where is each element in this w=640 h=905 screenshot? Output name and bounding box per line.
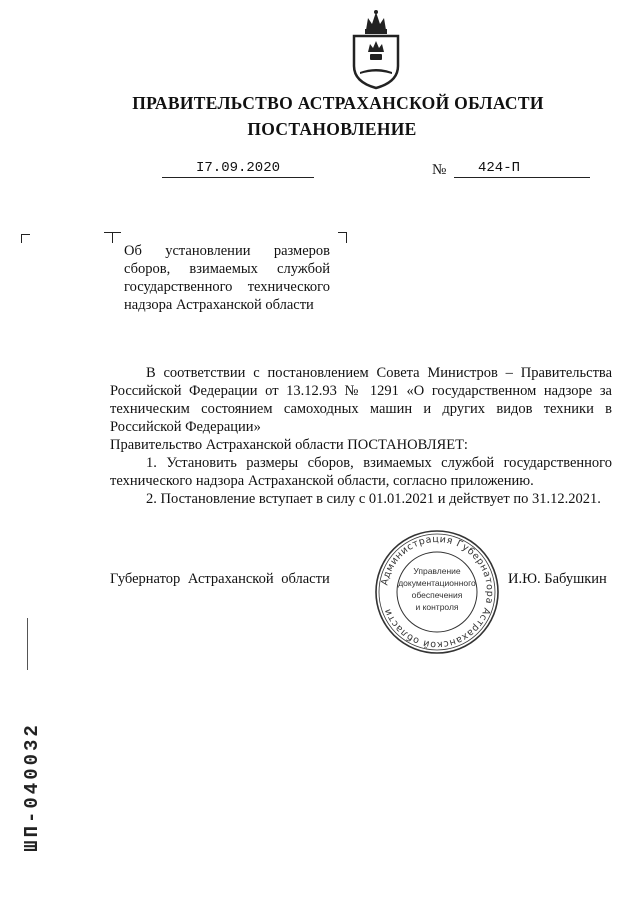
stamp-ring-text: Администрация Губернатора Астраханской области: [379, 533, 496, 651]
signatory-name: И.Ю. Бабушкин: [508, 571, 607, 587]
document-number: 424-П: [454, 160, 590, 178]
org-title: ПРАВИТЕЛЬСТВО АСТРАХАНСКОЙ ОБЛАСТИ: [132, 93, 544, 113]
decree-item-1: 1. Установить размеры сборов, взимаемых службой государственного технического надзора Астраханской области, согласно приложению.: [110, 455, 612, 489]
official-stamp: [373, 528, 501, 656]
number-label: №: [432, 162, 447, 178]
coat-of-arms-icon: [346, 8, 406, 92]
decree-item-2: 2. Постановление вступает в силу с 01.01.2021 и действует по 31.12.2021.: [146, 491, 601, 507]
stamp-line-1: Управление: [413, 566, 461, 576]
document-subject: Об установлении размеров сборов, взимаемых службой государственного технического надзора Астраханской области: [124, 243, 330, 313]
document-body: [110, 364, 612, 508]
preamble-paragraph: В соответствии с постановлением Совета Министров – Правительства Российской Федерации от 13.12.93 № 1291 «О государственном надзоре за техническим состоянием самоходных машин и других видов техники в Российской Федерации»: [110, 365, 612, 435]
signatory-position: Губернатор Астраханской области: [110, 571, 330, 587]
subject-corner-mark-b: [112, 232, 121, 243]
stamp-line-3: обеспечения: [411, 590, 463, 600]
margin-line: [27, 618, 28, 670]
decree-line: Правительство Астраханской области ПОСТАНОВЛЯЕТ:: [110, 437, 468, 453]
document-date: I7.09.2020: [162, 160, 314, 178]
stamp-line-2: документационного: [398, 578, 476, 588]
archive-code: ШП-040032: [21, 722, 43, 852]
subject-corner-mark-right: [338, 232, 347, 243]
archive-code-vertical: [22, 712, 42, 862]
stamp-line-4: и контроля: [415, 602, 459, 612]
left-corner-mark: [21, 234, 30, 243]
doc-type-title: ПОСТАНОВЛЕНИЕ: [247, 119, 417, 139]
